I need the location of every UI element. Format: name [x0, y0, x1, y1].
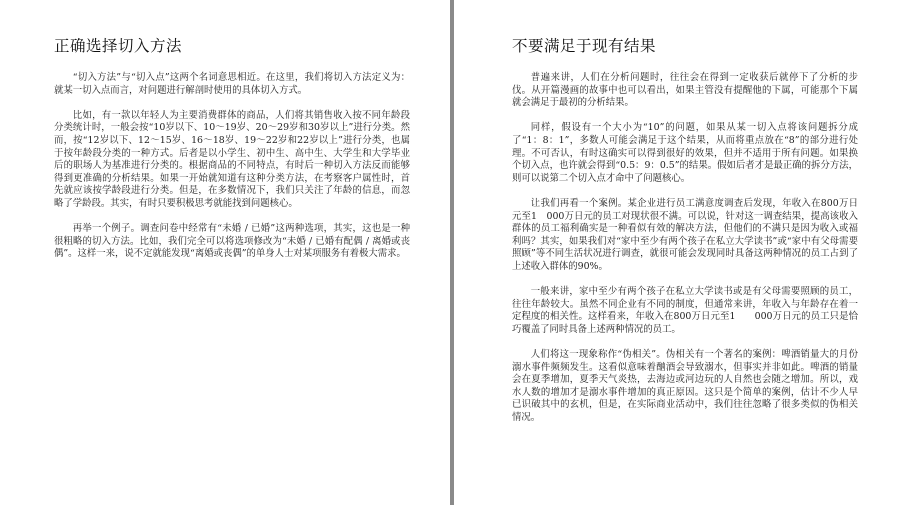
right-paragraph-5: 人们将这一现象称作“伪相关”。伪相关有一个著名的案例：啤酒销量大的月份溺水事件频频发生。这看似意味着酗酒会导致溺水，但事实并非如此。啤酒的销量会在夏季增加，夏季天气炎热，去海边或河边玩的人自然也会随之增加。所以，戏水人数的增加才是溺水事件增加的真正原因。这只是个简单的案例，估计不少人早已识破其中的玄机，但是，在实际商业活动中，我们往往忽略了很多类似的伪相关情况。 — [512, 349, 858, 424]
right-paragraph-3: 让我们再看一个案例。某企业进行员工满意度调查后发现，年收入在800万日元至1 000万日元的员工对现状很不满。可以说，针对这一调查结果，提高该收入群体的员工福利确实是一种看似有效的解决方法，但他们的不满只是因为收入或福利吗？其实，如果我们对“家中至少有两个孩子在私立大学读书”或“家中有父母需要照顾”等不同生活状况进行调查，就很可能会发现同时具备这两种情况的员工占到了上述收入群体的90%。 — [512, 197, 858, 272]
left-paragraph-2: 比如，有一款以年轻人为主要消费群体的商品，人们将其销售收入按不同年龄段分类统计时，一般会按“10岁以下、10～19岁、20～29岁和30岁以上”进行分类。然而，按“12岁以下、12～15岁、16～18岁、19～22岁和22岁以上”进行分类，也属于按年龄段分类的一种方式。后者是以小学生、初中生、高中生、大学生和大学毕业后的职场人为基准进行分类的。根据商品的不同特点，有时后一种切入方法反而能够得到更准确的分析结果。如果一开始就知道有这种分类方法，在考察客户属性时，首先就应该按学龄段进行分类。但是，在多数情况下，我们只关注了年龄的信息，而忽略了学龄段。其实，有时只要积极思考就能找到问题核心。 — [54, 109, 410, 209]
right-page — [454, 0, 900, 505]
right-paragraph-2: 同样，假设有一个大小为“10”的问题，如果从某一切入点将该问题拆分成了“1：8：1”，多数人可能会满足于这个结果，从而将重点放在“8”的部分进行处理。不可否认，有时这确实可以得到很好的效果，但并不适用于所有问题。如果换个切入点，也许就会得到“0.5：9：0.5”的结果。假如后者才是最正确的拆分方法，则可以说第二个切入点才命中了问题核心。 — [512, 122, 858, 184]
left-page-title: 正确选择切入方法 — [54, 37, 183, 55]
left-paragraph-1: “切入方法”与“切入点”这两个名词意思相近。在这里，我们将切入方法定义为：就某一切入点而言，对问题进行解剖时使用的具体切入方式。 — [54, 72, 410, 96]
right-paragraph-4: 一般来讲，家中至少有两个孩子在私立大学读书或是有父母需要照顾的员工，往往年龄较大。虽然不同企业有不同的制度，但通常来讲，年收入与年龄存在着一定程度的相关性。这样看来，年收入在800万日元至1 000万日元的员工只是恰巧覆盖了同时具备上述两种情况的员工。 — [512, 286, 858, 335]
right-page-title: 不要满足于现有结果 — [512, 37, 657, 55]
right-paragraph-1: 普遍来讲，人们在分析问题时，往往会在得到一定收获后就停下了分析的步伐。从开篇漫画的故事中也可以看出，如果主管没有提醒他的下属，可能那个下属就会满足于最初的分析结果。 — [512, 72, 858, 109]
left-paragraph-3: 再举一个例子。调查问卷中经常有“未婚 / 已婚”这两种选项，其实，这也是一种很粗略的切入方法。比如，我们完全可以将选项修改为“未婚 / 已婚有配偶 / 离婚或丧偶”。这样一来，说不定就能发现“离婚或丧偶”的单身人士对某项服务有着极大需求。 — [54, 223, 410, 260]
